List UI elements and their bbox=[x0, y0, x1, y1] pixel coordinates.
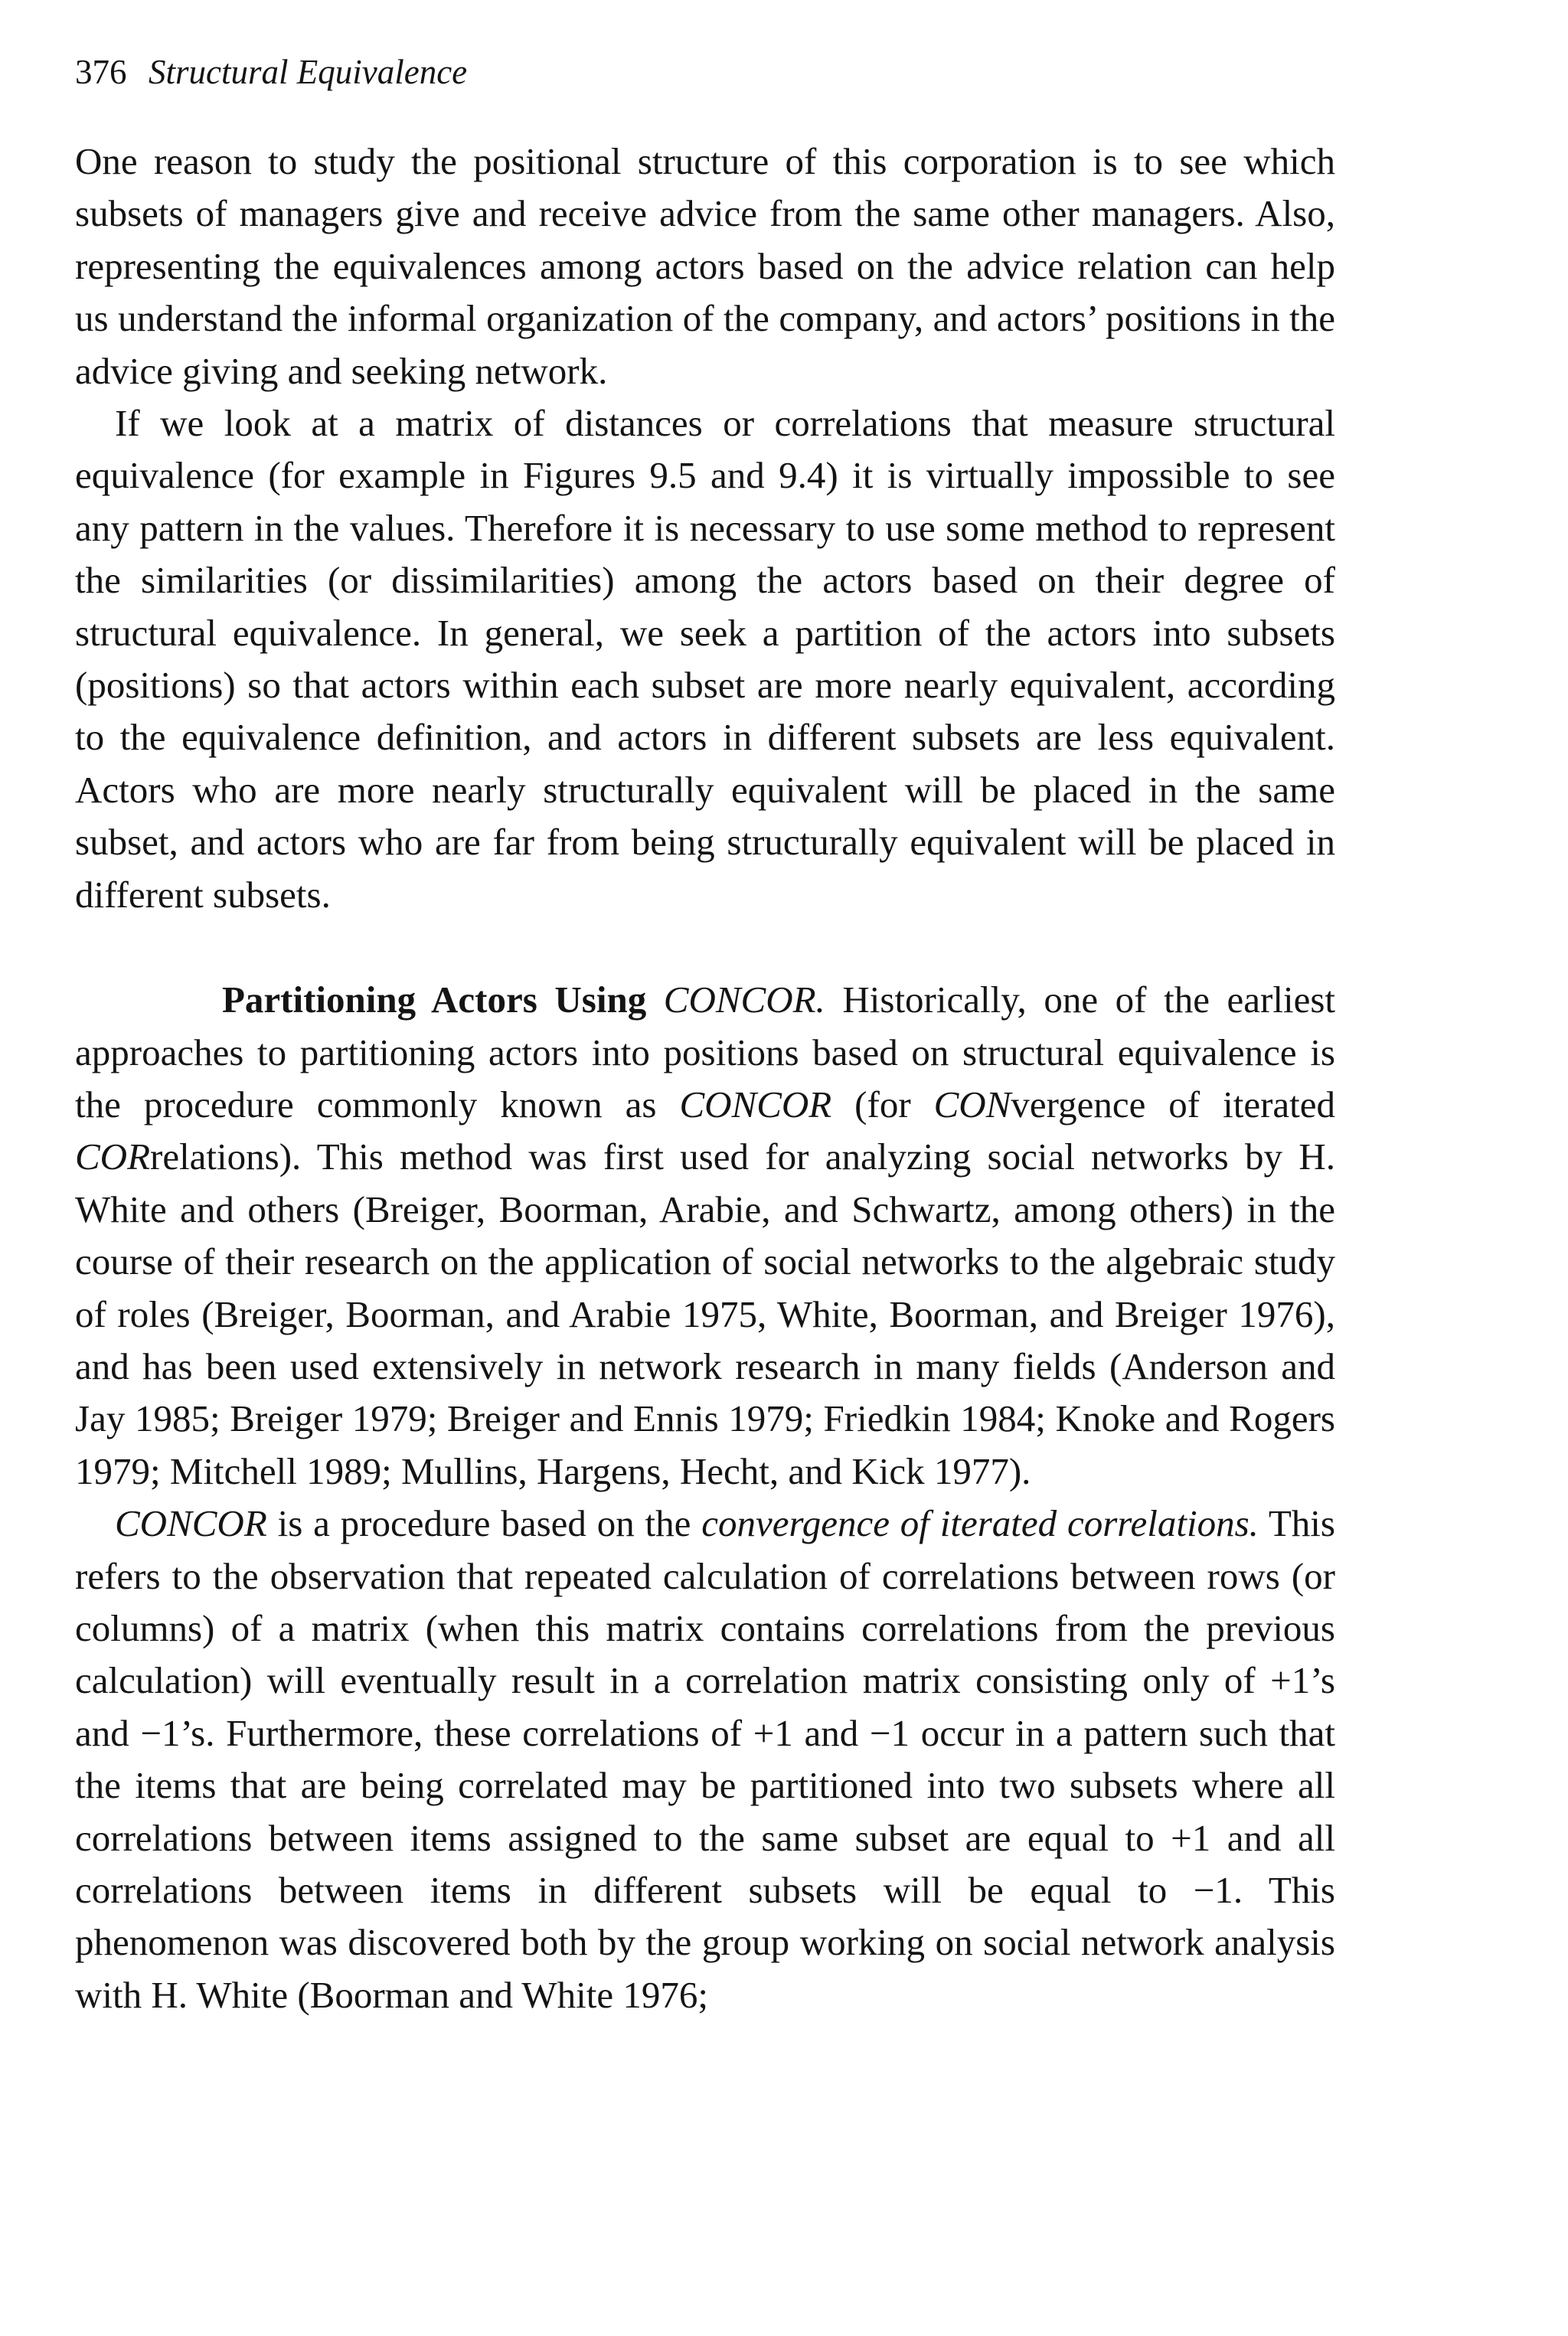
term-concor: CONCOR bbox=[115, 1502, 267, 1545]
section-heading-term: CONCOR. bbox=[663, 979, 825, 1021]
paragraph-concor-convergence bbox=[75, 1498, 1335, 2021]
text-run: Historically, one of the earliest approaches to partitioning actors into positions based on structural equivalence is the procedure commonly known as bbox=[75, 979, 1335, 1126]
paragraph-partition-actors: If we look at a matrix of distances or correlations that measure structural equivalence (for example in Figures 9.5 and 9.4) it is virtually impossible to see any pattern in the values. Therefore it is necessary to use some method to represent the similarities (or dissimilarities) among the actors based on their degree of structural equivalence. In general, we seek a partition of the actors into subsets (positions) so that actors within each subset are more nearly equivalent, according to the equivalence definition, and actors in different subsets are less equivalent. Actors who are more nearly structurally equivalent will be placed in the same subset, and actors who are far from being structurally equivalent will be placed in different subsets. bbox=[75, 402, 1335, 916]
term-cor: COR bbox=[75, 1135, 150, 1178]
term-concor: CONCOR bbox=[679, 1083, 832, 1126]
section-heading: Partitioning Actors Using bbox=[222, 979, 647, 1021]
text-run: is a procedure based on the bbox=[266, 1502, 702, 1545]
text-run: This refers to the observation that repeated calculation of correlations between rows (or columns) of a matrix (when this matrix contains correlations from the previous calculation) will eventually result in a correlation matrix consisting only of +1’s and −1’s. Furthermore, these correlations of +1 and −1 occur in a pattern such that the items that are being correlated may be partitioned into two subsets where all correlations between items assigned to the same subset are equal to +1 and all correlations between items in different subsets will be equal to −1. This phenomenon was discovered both by the group working on social network analysis with H. White (Boorman and White 1976; bbox=[75, 1502, 1335, 2016]
page-number: 376 bbox=[75, 53, 127, 91]
section-concor-intro bbox=[75, 974, 1335, 1498]
running-head bbox=[75, 44, 1335, 100]
running-title: Structural Equivalence bbox=[149, 53, 468, 91]
book-page bbox=[75, 44, 1335, 2021]
text-run: vergence of iterated bbox=[1011, 1083, 1335, 1126]
text-run: relations). This method was first used for analyzing social networks by H. White and others (Breiger, Boorman, Arabie, and Schwartz, among others) in the course of their research on the application of social networks to the algebraic study of roles (Breiger, Boorman, and Arabie 1975, White, Boorman, and Breiger 1976), and has been used extensively in network research in many fields (Anderson and Jay 1985; Breiger 1979; Breiger and Ennis 1979; Friedkin 1984; Knoke and Rogers 1979; Mitchell 1989; Mullins, Hargens, Hecht, and Kick 1977). bbox=[75, 1135, 1335, 1492]
term-con: CON bbox=[933, 1083, 1011, 1126]
text-run: (for bbox=[831, 1083, 934, 1126]
paragraph-advice-relation: One reason to study the positional structure of this corporation is to see which subsets of managers give and receive advice from the same other managers. Also, representing the equivalences among actors based on the advice relation can help us understand the informal organization of the company, and actors’ positions in the advice giving and seeking network. bbox=[75, 140, 1335, 392]
term-convergence: convergence of iterated correlations. bbox=[701, 1502, 1259, 1545]
